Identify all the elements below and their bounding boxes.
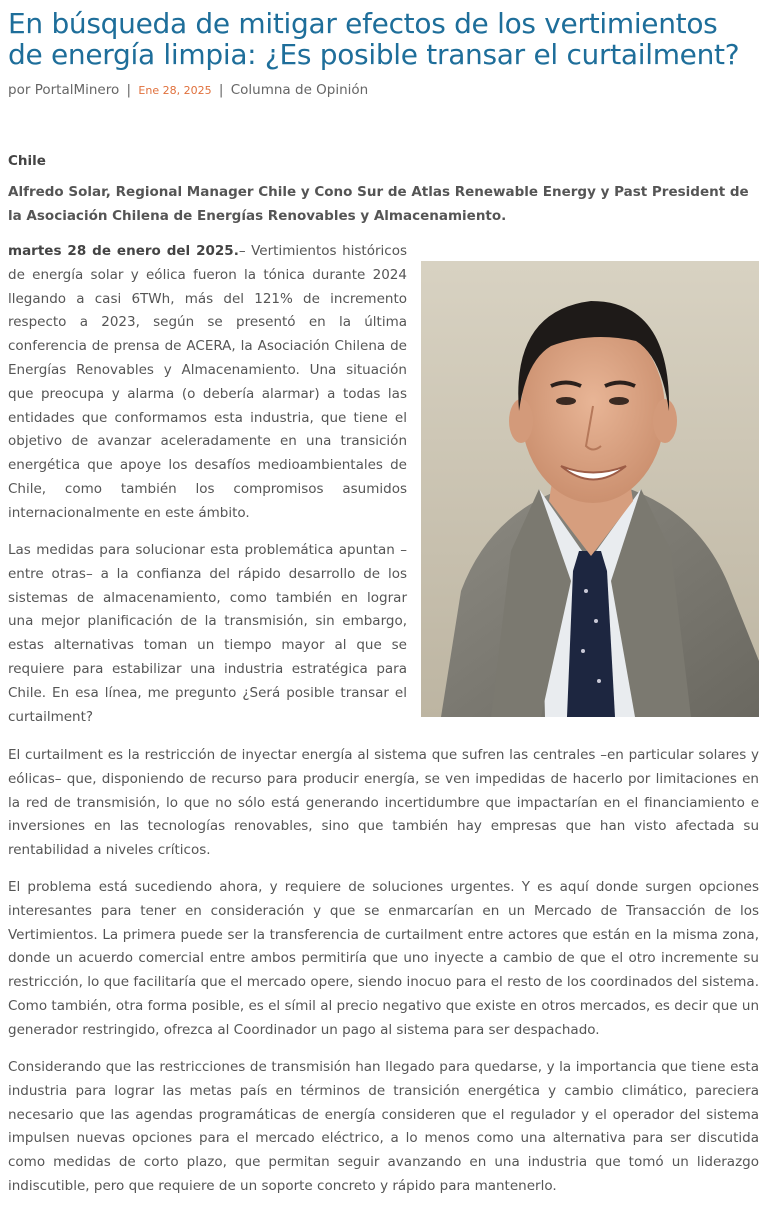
paragraph-1	[8, 240, 407, 526]
paragraph-1-text: – Vertimientos históricos de energía solar y eólica fueron la tónica durante 2024 llegando a casi 6TWh, más del 121% de incremento respecto a 2023, según se presentó en la última conferencia de prensa de ACERA, la Asociación Chilena de Energías Renovables y Almacenamiento. Una situación que preocupa y alarma (o debería alarmar) a todas las entidades que conformamos esta industria, que tiene el objetivo de avanzar aceleradamente en una transición energética que apoye los desafíos medioambientales de Chile, como también los compromisos asumidos internacionalmente en este ámbito.	[8, 243, 407, 521]
author-byline: Alfredo Solar, Regional Manager Chile y Cono Sur de Atlas Renewable Energy y Past President de la Asociación Chilena de Energías Renovables y Almacenamiento.	[8, 184, 749, 224]
paragraph-3: El curtailment es la restricción de inyectar energía al sistema que sufren las centrales –en particular solares y eólicas– que, disponiendo de recurso para producir energía, se ven impedidas de hacerlo por limitaciones en la red de transmisión, lo que no sólo está generando incertidumbre que impactarían en el financiamiento e inversiones en las tecnologías renovables, sino que también hay empresas que han visto afectada su rentabilidad a niveles críticos.	[8, 747, 759, 859]
meta-by: por	[8, 82, 31, 98]
paragraph-5: Considerando que las restricciones de transmisión han llegado para quedarse, y la importancia que tiene esta industria para lograr las metas país en términos de transición energética y cambio climático, pareciera necesario que las agendas programáticas de energía consideren que el regulador y el operador del sistema impulsen nuevas opciones para el mercado eléctrico, a lo menos como una alternativa para ser discutida como medidas de corto plazo, que permitan seguir avanzando en una industria que tomó un liderazgo indiscutible, pero que requiere de un soporte concreto y rápido para mantenerlo.	[8, 1059, 759, 1194]
paragraph-4: El problema está sucediendo ahora, y requiere de soluciones urgentes. Y es aquí donde surgen opciones interesantes para tener en consideración y que se enmarcarían en un Mercado de Transacción de los Vertimientos. La primera puede ser la transferencia de curtailment entre actores que están en la misma zona, donde un acuerdo comercial entre ambos permitiría que uno inyecte a cambio de que el otro incremente su restricción, lo que facilitaría que el mercado opere, siendo inocuo para el resto de los coordinados del sistema. Como también, otra forma posible, es el símil al precio negativo que existe en otros mercados, es decir que un generador restringido, ofrezca al Coordinador un pago al sistema para ser despachado.	[8, 879, 759, 1038]
country-label: Chile	[8, 153, 46, 169]
paragraph-2: Las medidas para solucionar esta problemática apuntan –entre otras– a la confianza del rápido desarrollo de los sistemas de almacenamiento, como también en lograr una mejor planificación de la transmisión, sin embargo, estas alternativas toman un tiempo mayor al que se requiere para estabilizar una industria estratégica para Chile. En esa línea, me pregunto ¿Será posible transar el curtailment?	[8, 542, 407, 725]
article-title[interactable]: En búsqueda de mitigar efectos de los vertimientos de energía limpia: ¿Es posible transar el curtailment?	[8, 7, 740, 71]
author-link[interactable]: PortalMinero	[34, 82, 120, 98]
author-photo	[421, 261, 759, 717]
dateline: martes 28 de enero del 2025.	[8, 243, 239, 259]
meta-separator: |	[218, 82, 224, 98]
article-meta	[8, 82, 368, 98]
category-link[interactable]: Columna de Opinión	[230, 82, 369, 98]
publish-date: Ene 28, 2025	[138, 84, 212, 97]
meta-separator: |	[126, 82, 132, 98]
